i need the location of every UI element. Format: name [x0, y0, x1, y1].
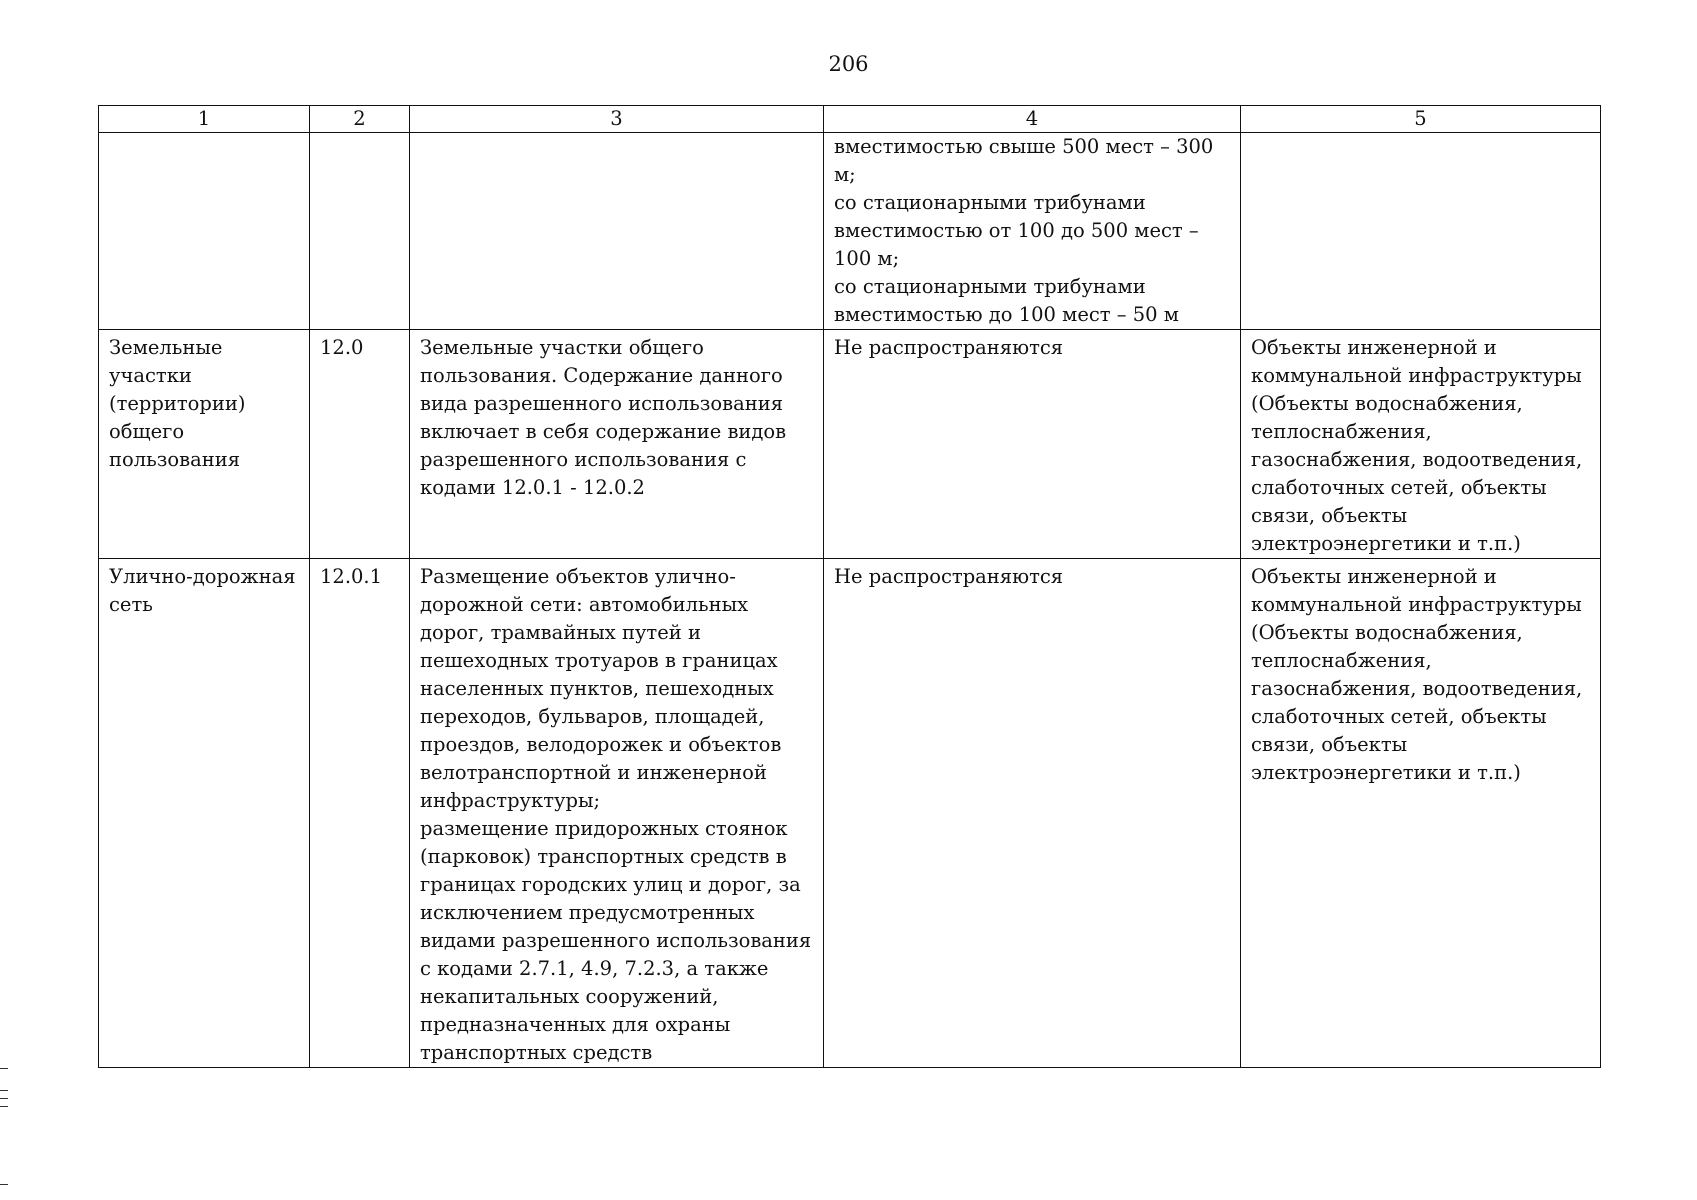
cell-description: Размещение объектов улично- дорожной сети: автомобильных дорог, трамвайных путей и пешеходных тротуаров в границах населенных пунктов, пешеходных переходов, бульваров, площадей, проездов, велодорожек и объектов велотранспортной и инженерной инфраструктуры; размещение придорожных стоянок (парковок) транспортных средств в границах городских улиц и дорог, за исключением предусмотренных видами разрешенного использования с кодами 2.7.1, 4.9, 7.2.3, а также некапитальных сооружений, предназначенных для охраны транспортных средств: [410, 559, 824, 1068]
margin-mark: [0, 1106, 8, 1107]
cell-infrastructure: [1241, 133, 1601, 330]
cell-code: [310, 133, 410, 330]
cell-infrastructure: Объекты инженерной и коммунальной инфраструктуры (Объекты водоснабжения, теплоснабжения, газоснабжения, водоотведения, слаботочных сетей, объекты связи, объекты электроэнергетики и т.п.): [1241, 559, 1601, 1068]
cell-limits: Не распространяются: [824, 559, 1241, 1068]
header-col-2: 2: [310, 106, 410, 133]
table-row: [99, 133, 1601, 330]
header-col-3: 3: [410, 106, 824, 133]
cell-code: 12.0.1: [310, 559, 410, 1068]
cell-description: [410, 133, 824, 330]
regulations-table: [98, 105, 1601, 1068]
header-col-4: 4: [824, 106, 1241, 133]
table-row: [99, 330, 1601, 559]
cell-infrastructure: Объекты инженерной и коммунальной инфраструктуры (Объекты водоснабжения, теплоснабжения, газоснабжения, водоотведения, слаботочных сетей, объекты связи, объекты электроэнергетики и т.п.): [1241, 330, 1601, 559]
margin-mark: [0, 1098, 8, 1099]
cell-code: 12.0: [310, 330, 410, 559]
cell-name: Земельные участки (территории) общего пользования: [99, 330, 310, 559]
table-header-row: [99, 106, 1601, 133]
cell-name: [99, 133, 310, 330]
header-col-5: 5: [1241, 106, 1601, 133]
cell-limits: вместимостью свыше 500 мест – 300 м; со стационарными трибунами вместимостью от 100 до 500 мест – 100 м; со стационарными трибунами вместимостью до 100 мест – 50 м: [824, 133, 1241, 330]
margin-mark: [0, 1184, 8, 1185]
table-row: [99, 559, 1601, 1068]
cell-limits: Не распространяются: [824, 330, 1241, 559]
margin-mark: [0, 1068, 8, 1069]
cell-description: Земельные участки общего пользования. Содержание данного вида разрешенного использования включает в себя содержание видов разрешенного использования с кодами 12.0.1 - 12.0.2: [410, 330, 824, 559]
cell-name: Улично-дорожная сеть: [99, 559, 310, 1068]
page-number: 206: [828, 52, 869, 76]
header-col-1: 1: [99, 106, 310, 133]
margin-mark: [0, 1090, 8, 1091]
